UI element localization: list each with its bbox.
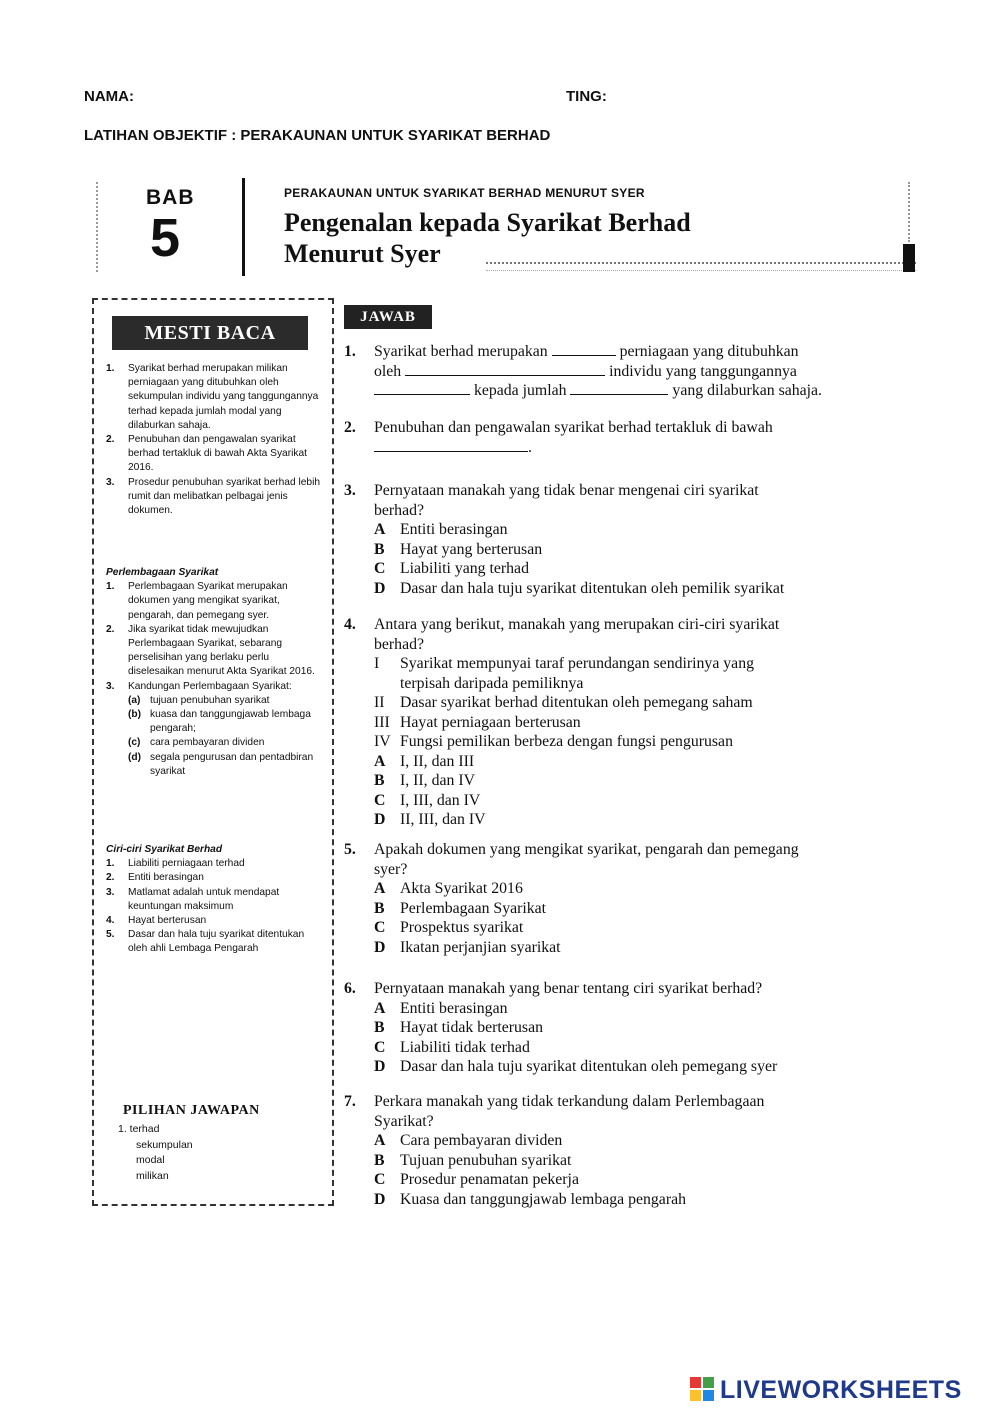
option-b[interactable]: B Perlembagaan Syarikat bbox=[374, 899, 547, 917]
perlembagaan-list bbox=[106, 566, 324, 779]
statement-i: I Syarikat mempunyai taraf perundangan sendirinya yang bbox=[374, 655, 754, 672]
option-c[interactable]: C Liabiliti tidak terhad bbox=[374, 1038, 530, 1056]
option-b[interactable]: B I, II, dan IV bbox=[374, 772, 476, 789]
mesti-baca-title: MESTI BACA bbox=[144, 322, 276, 344]
chapter-title-line2: Menurut Syer bbox=[284, 239, 441, 268]
answer-choice: modal bbox=[136, 1154, 165, 1166]
list-item: 2. Entiti berasingan bbox=[106, 872, 204, 884]
list-subitem: (d) segala pengurusan dan pentadbiran syarikat bbox=[128, 751, 314, 777]
question-3 bbox=[344, 481, 914, 599]
question-5 bbox=[344, 840, 934, 958]
option-b[interactable]: B Hayat tidak berterusan bbox=[374, 1019, 543, 1036]
perlembagaan-heading: Perlembagaan Syarikat bbox=[106, 567, 219, 578]
answer-blank-2[interactable] bbox=[405, 362, 605, 376]
question-number: 3. bbox=[344, 482, 356, 499]
intro-list bbox=[106, 362, 324, 518]
exercise-title: LATIHAN OBJEKTIF : PERAKAUNAN UNTUK SYARIKAT BERHAD bbox=[84, 127, 551, 144]
answer-choice: sekumpulan bbox=[136, 1138, 193, 1151]
list-item: 4. Hayat berterusan bbox=[106, 915, 207, 927]
option-b[interactable]: B Hayat yang berterusan bbox=[374, 540, 543, 558]
list-item: 3. Kandungan Perlembagaan Syarikat: bbox=[106, 680, 292, 692]
option-a[interactable]: A Cara pembayaran dividen bbox=[374, 1132, 563, 1149]
chapter-subtitle: PERAKAUNAN UNTUK SYARIKAT BERHAD MENURUT SYER bbox=[284, 186, 645, 200]
answer-blank-5[interactable] bbox=[374, 438, 528, 452]
question-number: 1. bbox=[344, 343, 356, 360]
question-text: Antara yang berikut, manakah yang merupakan ciri-ciri syarikat berhad? bbox=[374, 616, 780, 653]
question-text: Perkara manakah yang tidak terkandung dalam Perlembagaan Syarikat? bbox=[374, 1093, 765, 1130]
statement-iii: III Hayat perniagaan berterusan bbox=[374, 713, 581, 731]
list-item: 1. Syarikat berhad merupakan milikan perniagaan yang ditubuhkan oleh sekumpulan individu yang tanggungannya terhad kepada jumlah modal yang dilaburkan sahaja. bbox=[106, 363, 319, 431]
statement-ii: II Dasar syarikat berhad ditentukan oleh pemegang saham bbox=[374, 694, 753, 711]
liveworksheets-text: LIVEWORKSHEETS bbox=[720, 1375, 962, 1404]
option-d[interactable]: D Dasar dan hala tuju syarikat ditentukan oleh pemilik syarikat bbox=[374, 579, 785, 597]
option-a[interactable]: A I, II, dan III bbox=[374, 752, 475, 770]
list-subitem: (a) tujuan penubuhan syarikat bbox=[128, 694, 270, 706]
list-item: 2. Jika syarikat tidak mewujudkan Perlembagaan Syarikat, sebarang perselisihan yang berlaku perlu diselesaikan menurut Akta Syarikat 2016. bbox=[106, 623, 315, 678]
answer-blank-4[interactable] bbox=[570, 381, 668, 395]
option-b[interactable]: B Tujuan penubuhan syarikat bbox=[374, 1151, 572, 1169]
option-d[interactable]: D Dasar dan hala tuju syarikat ditentukan oleh pemegang syer bbox=[374, 1058, 778, 1075]
option-c[interactable]: C I, III, dan IV bbox=[374, 791, 481, 809]
option-a[interactable]: A Entiti berasingan bbox=[374, 521, 508, 538]
chapter-title-line1: Pengenalan kepada Syarikat Berhad bbox=[284, 208, 691, 237]
question-4 bbox=[344, 615, 914, 828]
question-2 bbox=[344, 418, 914, 462]
ting-label: TING: bbox=[566, 88, 607, 105]
question-6 bbox=[344, 979, 914, 1079]
statement-i-cont: terpisah daripada pemiliknya bbox=[400, 674, 584, 692]
question-number: 5. bbox=[344, 841, 356, 858]
question-number: 6. bbox=[344, 980, 356, 997]
jawab-label: JAWAB bbox=[344, 305, 432, 329]
question-text: Pernyataan manakah yang tidak benar mengenai ciri syarikat berhad? bbox=[374, 482, 759, 519]
statement-iv: IV Fungsi pemilikan berbeza dengan fungsi pengurusan bbox=[374, 733, 733, 750]
nama-label: NAMA: bbox=[84, 88, 134, 105]
question-text: Pernyataan manakah yang benar tentang ciri syarikat berhad? bbox=[374, 980, 763, 997]
option-c[interactable]: C Prosedur penamatan pekerja bbox=[374, 1171, 579, 1188]
option-a[interactable]: A Entiti berasingan bbox=[374, 999, 508, 1017]
ciri-list bbox=[106, 843, 324, 957]
list-item: 3. Matlamat adalah untuk mendapat keuntungan maksimum bbox=[106, 886, 280, 912]
option-d[interactable]: D II, III, dan IV bbox=[374, 811, 486, 828]
question-7 bbox=[344, 1092, 914, 1210]
title-rule bbox=[486, 262, 916, 271]
option-c[interactable]: C Prospektus syarikat bbox=[374, 919, 524, 936]
title-end-block bbox=[903, 244, 915, 272]
option-d[interactable]: D Kuasa dan tanggungjawab lembaga pengarah bbox=[374, 1190, 686, 1208]
bab-label: BAB bbox=[146, 186, 195, 209]
option-d[interactable]: D Ikatan perjanjian syarikat bbox=[374, 938, 561, 956]
answer-blank-3[interactable] bbox=[374, 381, 470, 395]
answer-choice: milikan bbox=[136, 1169, 169, 1182]
question-number: 4. bbox=[344, 616, 356, 633]
list-item: 3. Prosedur penubuhan syarikat berhad lebih rumit dan melibatkan pelbagai jenis dokumen. bbox=[106, 476, 320, 517]
scan-noise-right bbox=[908, 182, 918, 242]
pilihan-jawapan-list bbox=[118, 1122, 193, 1184]
list-item: 5. Dasar dan hala tuju syarikat ditentukan oleh ahli Lembaga Pengarah bbox=[106, 929, 305, 955]
chapter-title bbox=[284, 207, 691, 269]
question-number: 2. bbox=[344, 419, 356, 436]
question-number: 7. bbox=[344, 1093, 356, 1110]
answer-blank-1[interactable] bbox=[552, 342, 616, 356]
list-item: 1. Perlembagaan Syarikat merupakan dokumen yang mengikat syarikat, pengarah, dan pemegang syer. bbox=[106, 581, 288, 621]
list-subitem: (b) kuasa dan tanggungjawab lembaga pengarah; bbox=[128, 709, 311, 735]
question-1 bbox=[344, 342, 914, 402]
list-subitem: (c) cara pembayaran dividen bbox=[128, 737, 265, 749]
option-a[interactable]: A Akta Syarikat 2016 bbox=[374, 880, 523, 897]
question-text: Apakah dokumen yang mengikat syarikat, pengarah dan pemegang syer? bbox=[374, 841, 799, 878]
list-item: 1. Liabiliti perniagaan terhad bbox=[106, 858, 245, 870]
bab-number: 5 bbox=[150, 208, 181, 268]
pilihan-jawapan-title: PILIHAN JAWAPAN bbox=[123, 1103, 260, 1118]
ciri-heading: Ciri-ciri Syarikat Berhad bbox=[106, 844, 223, 855]
answer-choice: 1. terhad bbox=[118, 1123, 160, 1135]
list-item: 2. Penubuhan dan pengawalan syarikat berhad tertakluk di bawah Akta Syarikat 2016. bbox=[106, 434, 307, 474]
question-text: Syarikat berhad merupakan perniagaan yang ditubuhkan oleh individu yang tanggungannya kepada jumlah yang dilaburkan sahaja. bbox=[374, 343, 822, 399]
mesti-baca-banner bbox=[112, 316, 308, 350]
liveworksheets-logo-icon bbox=[690, 1377, 716, 1403]
option-c[interactable]: C Liabiliti yang terhad bbox=[374, 560, 529, 577]
question-text: Penubuhan dan pengawalan syarikat berhad tertakluk di bawah . bbox=[374, 419, 773, 456]
liveworksheets-watermark[interactable] bbox=[690, 1376, 962, 1404]
